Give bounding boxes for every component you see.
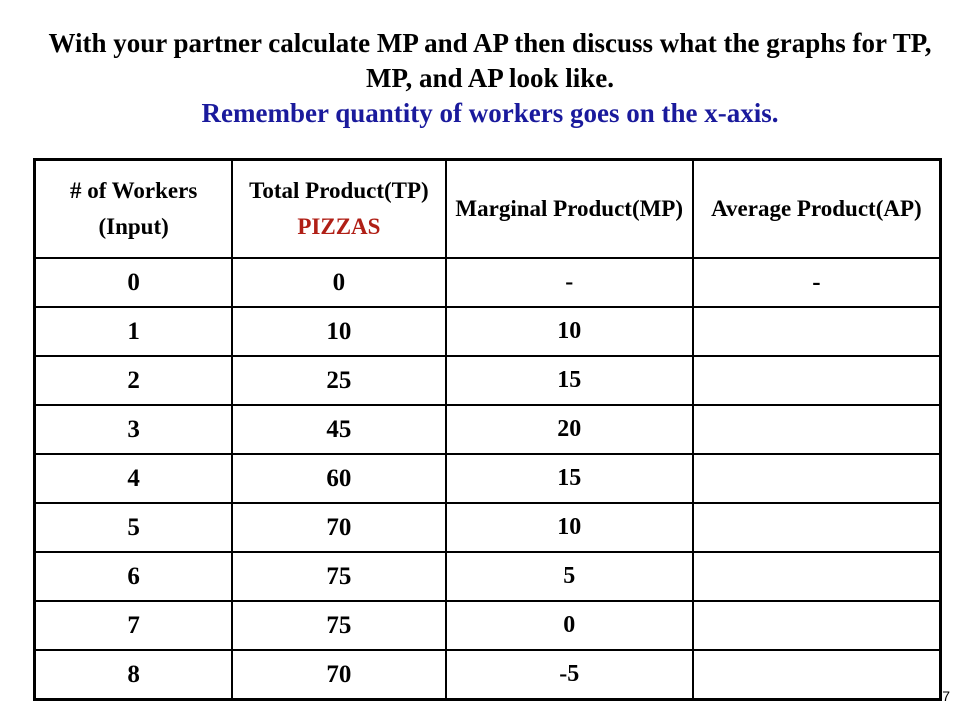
cell-total-product: 0 — [232, 258, 445, 307]
title-instruction: With your partner calculate MP and AP then discuss what the graphs for TP, MP, and AP look like. — [48, 28, 932, 93]
cell-workers: 1 — [35, 307, 233, 356]
cell-average-product — [693, 503, 941, 552]
header-tp-label: Total Product(TP) — [249, 178, 429, 203]
table-body — [35, 258, 941, 700]
cell-workers: 7 — [35, 601, 233, 650]
cell-total-product: 25 — [232, 356, 445, 405]
cell-total-product: 60 — [232, 454, 445, 503]
cell-average-product — [693, 650, 941, 700]
cell-workers: 0 — [35, 258, 233, 307]
header-workers-label: # of Workers — [69, 178, 198, 203]
header-marginal-product — [446, 160, 693, 259]
cell-average-product — [693, 307, 941, 356]
cell-total-product: 75 — [232, 552, 445, 601]
cell-workers: 5 — [35, 503, 233, 552]
table-row — [35, 650, 941, 700]
header-workers-sub: (Input) — [98, 214, 169, 239]
cell-total-product: 10 — [232, 307, 445, 356]
table-row — [35, 258, 941, 307]
header-tp-unit: PIZZAS — [297, 214, 381, 239]
table-row — [35, 356, 941, 405]
cell-marginal-product: 10 — [446, 307, 693, 356]
header-mp-label: Marginal Product(MP) — [455, 196, 684, 221]
slide-title — [40, 26, 940, 131]
cell-marginal-product: 10 — [446, 503, 693, 552]
cell-marginal-product: 15 — [446, 454, 693, 503]
cell-total-product: 75 — [232, 601, 445, 650]
cell-total-product: 70 — [232, 503, 445, 552]
slide-number: 7 — [942, 688, 950, 704]
table-row — [35, 552, 941, 601]
cell-marginal-product: - — [446, 258, 693, 307]
header-ap-label: Average Product(AP) — [711, 196, 922, 221]
cell-marginal-product: 15 — [446, 356, 693, 405]
cell-average-product: - — [693, 258, 941, 307]
table-row — [35, 307, 941, 356]
cell-marginal-product: 0 — [446, 601, 693, 650]
header-average-product — [693, 160, 941, 259]
cell-average-product — [693, 454, 941, 503]
table-row — [35, 405, 941, 454]
table-header-row — [35, 160, 941, 259]
table-row — [35, 503, 941, 552]
cell-marginal-product: 20 — [446, 405, 693, 454]
title-reminder: Remember quantity of workers goes on the x-axis. — [201, 98, 779, 128]
table-row — [35, 601, 941, 650]
cell-average-product — [693, 356, 941, 405]
cell-total-product: 45 — [232, 405, 445, 454]
cell-average-product — [693, 552, 941, 601]
header-workers — [35, 160, 233, 259]
cell-average-product — [693, 405, 941, 454]
cell-workers: 6 — [35, 552, 233, 601]
production-table — [33, 158, 942, 701]
cell-workers: 3 — [35, 405, 233, 454]
header-total-product — [232, 160, 445, 259]
cell-marginal-product: -5 — [446, 650, 693, 700]
cell-workers: 2 — [35, 356, 233, 405]
cell-workers: 4 — [35, 454, 233, 503]
cell-marginal-product: 5 — [446, 552, 693, 601]
cell-average-product — [693, 601, 941, 650]
cell-total-product: 70 — [232, 650, 445, 700]
cell-workers: 8 — [35, 650, 233, 700]
table-row — [35, 454, 941, 503]
